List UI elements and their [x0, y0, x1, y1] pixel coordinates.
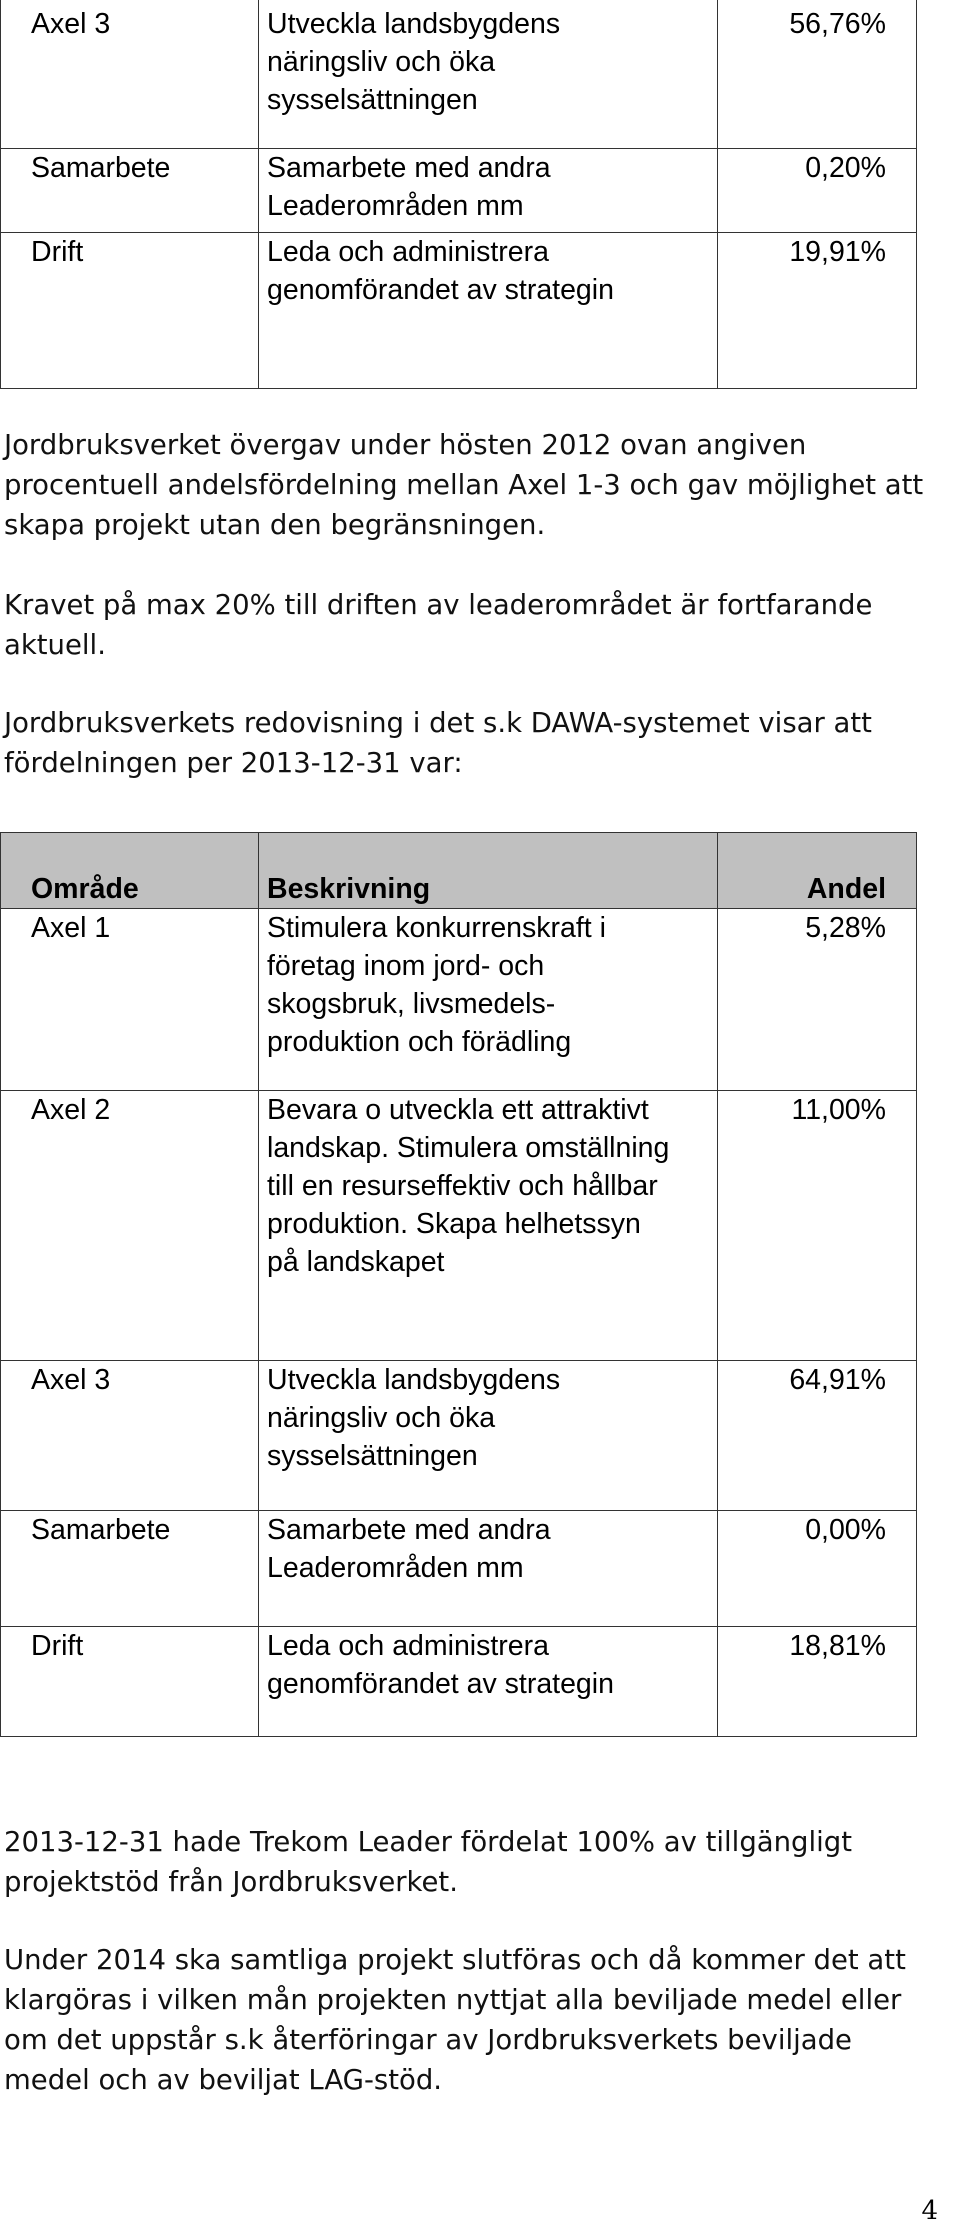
table-row — [1, 1627, 917, 1737]
paragraph: 2013-12-31 hade Trekom Leader fördelat 100% av tillgängligt projektstöd från Jordbruksverket. — [4, 1826, 853, 1898]
page-number: 4 — [921, 2196, 938, 2226]
share-cell: 18,81% — [718, 1627, 917, 1737]
area-cell: Samarbete — [1, 1511, 259, 1627]
table-row — [1, 0, 917, 149]
area-cell: Samarbete — [1, 149, 259, 233]
description-cell: Stimulera konkurrenskraft i företag inom jord- och skogsbruk, livsmedels- produktion och förädling — [259, 909, 718, 1091]
paragraph: Jordbruksverkets redovisning i det s.k DAWA-systemet visar att fördelningen per 2013-12-31 var: — [4, 707, 872, 779]
description-cell: Bevara o utveckla ett attraktivt landskap. Stimulera omställning till en resurseffektiv och hållbar produktion. Skapa helhetssyn på landskapet — [259, 1091, 718, 1361]
table-header-row — [1, 833, 917, 909]
table-row — [1, 1361, 917, 1511]
table-row — [1, 233, 917, 389]
area-cell: Axel 3 — [1, 1361, 259, 1511]
share-cell: 5,28% — [718, 909, 917, 1091]
share-cell: 11,00% — [718, 1091, 917, 1361]
dawa-allocation-table — [0, 832, 917, 1737]
paragraph: Jordbruksverket övergav under hösten 2012 ovan angiven procentuell andelsfördelning mellan Axel 1-3 och gav möjlighet att skapa projekt utan den begränsningen. — [4, 429, 924, 541]
paragraph: Kravet på max 20% till driften av leaderområdet är fortfarande aktuell. — [4, 589, 873, 661]
share-cell: 56,76% — [718, 0, 917, 149]
share-cell: 0,00% — [718, 1511, 917, 1627]
column-header-description: Beskrivning — [259, 833, 718, 909]
description-cell: Utveckla landsbygdens näringsliv och öka sysselsättningen — [259, 0, 718, 149]
paragraph: Under 2014 ska samtliga projekt slutföras och då kommer det att klargöras i vilken mån projekten nyttjat alla beviljade medel eller om det uppstår s.k återföringar av Jordbruksverkets beviljade medel och av beviljat LAG-stöd. — [4, 1944, 906, 2096]
area-cell: Axel 1 — [1, 909, 259, 1091]
description-cell: Leda och administrera genomförandet av strategin — [259, 233, 718, 389]
area-cell: Drift — [1, 233, 259, 389]
area-cell: Axel 3 — [1, 0, 259, 149]
column-header-share: Andel — [718, 833, 917, 909]
table-row — [1, 909, 917, 1091]
share-cell: 64,91% — [718, 1361, 917, 1511]
area-cell: Drift — [1, 1627, 259, 1737]
description-cell: Samarbete med andra Leaderområden mm — [259, 1511, 718, 1627]
table-row — [1, 1511, 917, 1627]
description-cell: Utveckla landsbygdens näringsliv och öka sysselsättningen — [259, 1361, 718, 1511]
description-cell: Leda och administrera genomförandet av strategin — [259, 1627, 718, 1737]
allocation-table-continued — [0, 0, 917, 389]
table-row — [1, 149, 917, 233]
description-cell: Samarbete med andra Leaderområden mm — [259, 149, 718, 233]
table-row — [1, 1091, 917, 1361]
area-cell: Axel 2 — [1, 1091, 259, 1361]
share-cell: 0,20% — [718, 149, 917, 233]
share-cell: 19,91% — [718, 233, 917, 389]
column-header-area: Område — [1, 833, 259, 909]
